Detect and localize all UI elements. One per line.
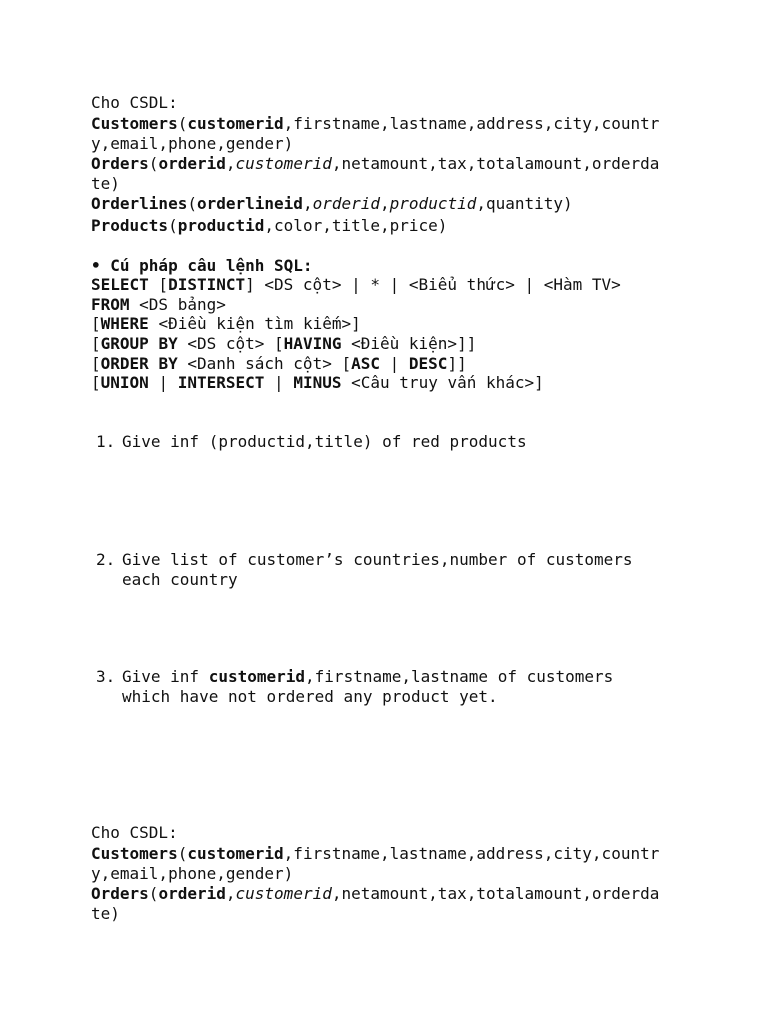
columns: ,firstname,lastname,address,city,countr (283, 844, 660, 863)
question-text: which have not ordered any product yet. (122, 687, 498, 706)
primary-key: orderid (158, 154, 226, 173)
question-keyword: customerid (208, 667, 306, 686)
question-text: ,firstname,lastname of customers (305, 667, 614, 686)
syntax-select: SELECT [DISTINCT] <DS cột> | * | <Biểu thức> | <Hàm TV> (91, 275, 621, 294)
syntax-orderby: [ORDER BY <Danh sách cột> [ASC | DESC]] (91, 354, 467, 373)
customers-schema-line2: y,email,phone,gender) (91, 134, 294, 153)
keyword: ASC (351, 354, 380, 373)
syntax-text: ]] (447, 354, 467, 373)
products-schema: Products(productid,color,title,price) (91, 216, 448, 235)
syntax-union: [UNION | INTERSECT | MINUS <Câu truy vấn khác>] (91, 373, 544, 392)
keyword: GROUP BY (100, 334, 178, 353)
question-text: Give inf (122, 667, 209, 686)
foreign-key: customerid (235, 884, 332, 903)
table-name: Customers (91, 114, 178, 133)
table-name: Customers (91, 844, 178, 863)
question-text (122, 667, 613, 687)
syntax-text: | (380, 354, 409, 373)
columns: ,color,title,price) (264, 216, 448, 235)
keyword: ORDER BY (100, 354, 178, 373)
orders-schema-line2: te) (91, 904, 120, 923)
schema-heading: Cho CSDL: (91, 823, 178, 842)
keyword: UNION (100, 373, 149, 392)
table-name: Orders (91, 884, 149, 903)
columns: ,netamount,tax,totalamount,orderda (331, 154, 660, 173)
keyword: MINUS (293, 373, 342, 392)
keyword: SELECT (91, 275, 149, 294)
primary-key: customerid (187, 844, 284, 863)
orders-schema-line1: Orders(orderid,customerid,netamount,tax,totalamount,orderda (91, 154, 660, 173)
question-number: 1. (96, 432, 116, 451)
question-text: each country (122, 570, 238, 589)
syntax-text: ] <DS cột> | * | <Biểu thức> | <Hàm TV> (245, 275, 621, 294)
foreign-key: customerid (235, 154, 332, 173)
syntax-groupby: [GROUP BY <DS cột> [HAVING <Điều kiện>]] (91, 334, 477, 353)
syntax-text: <Danh sách cột> [ (177, 354, 352, 373)
orderlines-schema: Orderlines(orderlineid,orderid,productid,quantity) (91, 194, 573, 213)
orders-schema-line2: te) (91, 174, 120, 193)
keyword: WHERE (100, 314, 149, 333)
keyword: INTERSECT (177, 373, 265, 392)
syntax-text: <Câu truy vấn khác>] (341, 373, 544, 392)
primary-key: productid (177, 216, 265, 235)
syntax-text: <Điều kiện>]] (341, 334, 477, 353)
customers-schema-line1: Customers(customerid,firstname,lastname,address,city,countr (91, 844, 660, 863)
question-number: 2. (96, 550, 116, 569)
primary-key: orderid (158, 884, 226, 903)
customers-schema-line1: Customers(customerid,firstname,lastname,address,city,countr (91, 114, 660, 133)
schema-heading: Cho CSDL: (91, 93, 178, 112)
question-text: Give list of customer’s countries,number of customers (122, 550, 633, 569)
orders-schema-line1: Orders(orderid,customerid,netamount,tax,totalamount,orderda (91, 884, 660, 903)
syntax-from (91, 295, 226, 315)
question-number: 3. (96, 667, 116, 686)
columns: ,quantity) (476, 194, 573, 213)
table-name: Products (91, 216, 169, 235)
foreign-key: orderid (312, 194, 381, 213)
question-text: Give inf (productid,title) of red products (122, 432, 527, 451)
primary-key: customerid (187, 114, 284, 133)
foreign-key: productid (389, 194, 477, 213)
columns: ,firstname,lastname,address,city,countr (283, 114, 660, 133)
customers-schema-line2: y,email,phone,gender) (91, 864, 294, 883)
syntax-where: [WHERE <Điều kiện tìm kiếm>] (91, 314, 361, 333)
syntax-text: <DS cột> [ (177, 334, 284, 353)
syntax-text: <Điều kiện tìm kiếm>] (148, 314, 361, 333)
columns: ,netamount,tax,totalamount,orderda (331, 884, 660, 903)
primary-key: orderlineid (196, 194, 303, 213)
table-name: Orderlines (91, 194, 188, 213)
keyword: HAVING (283, 334, 342, 353)
table-name: Orders (91, 154, 149, 173)
keyword: FROM (91, 295, 130, 314)
keyword: DESC (408, 354, 448, 373)
syntax-text: <DS bảng> (129, 295, 226, 314)
keyword: DISTINCT (168, 275, 246, 294)
syntax-title: • Cú pháp câu lệnh SQL: (91, 256, 313, 275)
